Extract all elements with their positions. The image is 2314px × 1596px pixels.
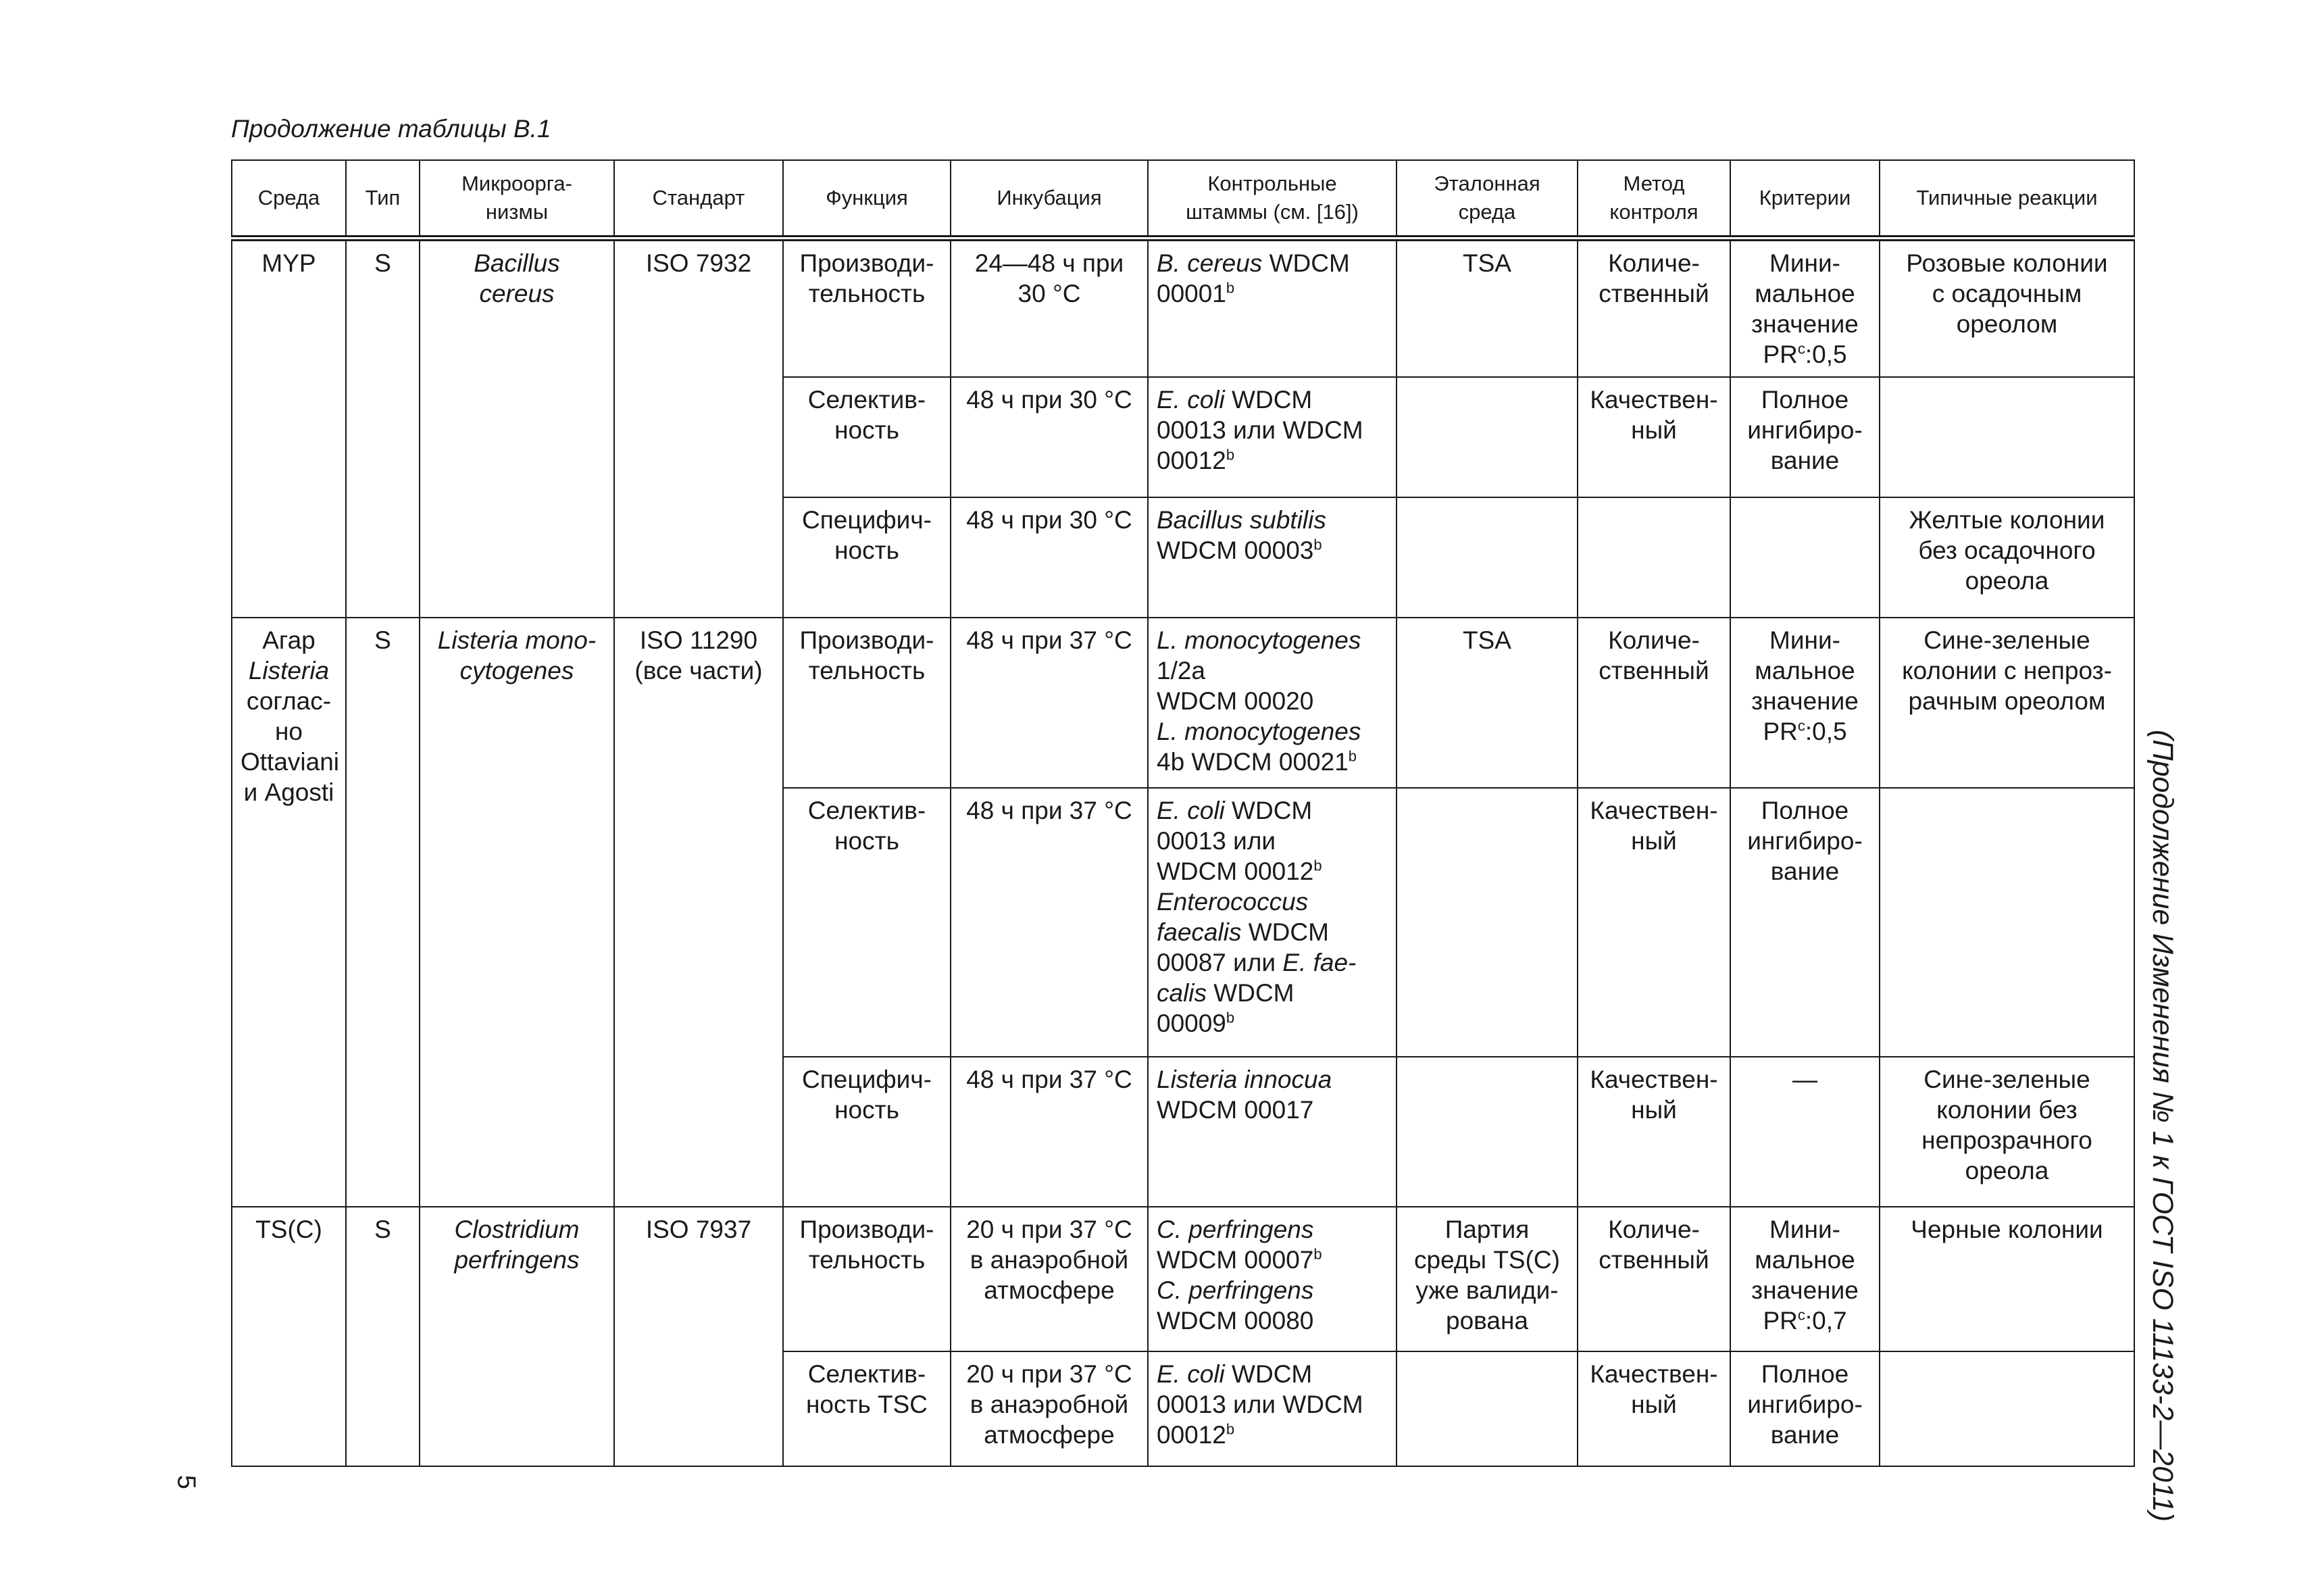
cell-method: Количе- ственный bbox=[1578, 618, 1730, 788]
cell-criteria: Мини- мальное значение $PR^c:0,5$ bbox=[1730, 618, 1880, 788]
cell-type: S bbox=[346, 1207, 420, 1466]
cell-standard: ISO 7932 bbox=[614, 239, 783, 618]
column-header: Микроорга- низмы bbox=[420, 160, 614, 239]
cell-type: S bbox=[346, 239, 420, 618]
cell-reactions: Сине-зеленые колонии с непроз- рачным ореолом bbox=[1880, 618, 2134, 788]
column-header: Метод контроля bbox=[1578, 160, 1730, 239]
cell-medium: TS(C) bbox=[232, 1207, 346, 1466]
cell-reference-medium bbox=[1397, 497, 1578, 618]
cell-incubation: 48 ч при 37 °C bbox=[951, 788, 1148, 1057]
column-header: Тип bbox=[346, 160, 420, 239]
header-row bbox=[232, 160, 2134, 239]
cell-criteria: Полное ингибиро- вание bbox=[1730, 377, 1880, 497]
cell-medium: MYP bbox=[232, 239, 346, 618]
table-row bbox=[232, 618, 2134, 788]
cell-reference-medium bbox=[1397, 1057, 1578, 1207]
side-note-text: (Продолжение Изменения № 1 к ГОСТ ISO 11133-2—2011) bbox=[2146, 730, 2179, 1522]
cell-method: Качествен- ный bbox=[1578, 1351, 1730, 1466]
cell-criteria: Мини- мальное значение $PR^c:0,5$ bbox=[1730, 239, 1880, 378]
cell-criteria bbox=[1730, 497, 1880, 618]
cell-criteria: Полное ингибиро- вание bbox=[1730, 1351, 1880, 1466]
column-header: Функция bbox=[783, 160, 951, 239]
cell-reactions: Желтые колонии без осадочного ореола bbox=[1880, 497, 2134, 618]
data-table bbox=[231, 159, 2135, 1467]
cell-incubation: 48 ч при 30 °C bbox=[951, 377, 1148, 497]
cell-reference-medium bbox=[1397, 788, 1578, 1057]
cell-strains: B. cereus WDCM 00001$^b$ bbox=[1148, 239, 1397, 378]
cell-organism: Listeria mono- cytogenes bbox=[420, 618, 614, 1207]
cell-function: Селектив- ность TSC bbox=[783, 1351, 951, 1466]
cell-reactions: Розовые колонии с осадочным ореолом bbox=[1880, 239, 2134, 378]
cell-criteria: — bbox=[1730, 1057, 1880, 1207]
table-row bbox=[232, 239, 2134, 378]
cell-incubation: 48 ч при 37 °C bbox=[951, 618, 1148, 788]
cell-medium: Агар Listeria соглас- но Ottaviani и Agosti bbox=[232, 618, 346, 1207]
cell-strains: E. coli WDCM 00013 или WDCM 00012$^b$ Enterococcus faecalis WDCM 00087 или E. fae- calis WDCM 00009$^b$ bbox=[1148, 788, 1397, 1057]
cell-reference-medium: TSA bbox=[1397, 618, 1578, 788]
cell-organism: Bacillus cereus bbox=[420, 239, 614, 618]
cell-function: Селектив- ность bbox=[783, 377, 951, 497]
cell-reference-medium: TSA bbox=[1397, 239, 1578, 378]
cell-reactions bbox=[1880, 1351, 2134, 1466]
cell-reactions bbox=[1880, 377, 2134, 497]
cell-strains: C. perfringens WDCM 00007$^b$ C. perfringens WDCM 00080 bbox=[1148, 1207, 1397, 1351]
column-header: Инкубация bbox=[951, 160, 1148, 239]
cell-reactions: Сине-зеленые колонии без непрозрачного ореола bbox=[1880, 1057, 2134, 1207]
cell-standard: ISO 11290 (все части) bbox=[614, 618, 783, 1207]
column-header: Критерии bbox=[1730, 160, 1880, 239]
cell-function: Селектив- ность bbox=[783, 788, 951, 1057]
cell-function: Специфич- ность bbox=[783, 497, 951, 618]
cell-strains: Listeria innocua WDCM 00017 bbox=[1148, 1057, 1397, 1207]
cell-method: Качествен- ный bbox=[1578, 788, 1730, 1057]
cell-function: Производи- тельность bbox=[783, 618, 951, 788]
side-note bbox=[2146, 730, 2226, 1522]
cell-reactions bbox=[1880, 788, 2134, 1057]
cell-incubation: 20 ч при 37 °C в анаэробной атмосфере bbox=[951, 1207, 1148, 1351]
cell-function: Специфич- ность bbox=[783, 1057, 951, 1207]
cell-method: Качествен- ный bbox=[1578, 377, 1730, 497]
page-number: 5 bbox=[172, 1474, 201, 1490]
table-row bbox=[232, 1207, 2134, 1351]
cell-method: Количе- ственный bbox=[1578, 1207, 1730, 1351]
cell-strains: L. monocytogenes 1/2a WDCM 00020 L. monocytogenes 4b WDCM 00021$^b$ bbox=[1148, 618, 1397, 788]
cell-criteria: Мини- мальное значение $PR^c:0,7$ bbox=[1730, 1207, 1880, 1351]
column-header: Эталонная среда bbox=[1397, 160, 1578, 239]
cell-strains: E. coli WDCM 00013 или WDCM 00012$^b$ bbox=[1148, 1351, 1397, 1466]
cell-incubation: 24—48 ч при 30 °C bbox=[951, 239, 1148, 378]
cell-incubation: 20 ч при 37 °C в анаэробной атмосфере bbox=[951, 1351, 1148, 1466]
cell-method: Количе- ственный bbox=[1578, 239, 1730, 378]
column-header: Типичные реакции bbox=[1880, 160, 2134, 239]
column-header: Контрольные штаммы (см. [16]) bbox=[1148, 160, 1397, 239]
cell-criteria: Полное ингибиро- вание bbox=[1730, 788, 1880, 1057]
cell-reference-medium bbox=[1397, 377, 1578, 497]
cell-type: S bbox=[346, 618, 420, 1207]
cell-method: Качествен- ный bbox=[1578, 1057, 1730, 1207]
cell-reactions: Черные колонии bbox=[1880, 1207, 2134, 1351]
column-header: Стандарт bbox=[614, 160, 783, 239]
cell-function: Производи- тельность bbox=[783, 1207, 951, 1351]
cell-strains: E. coli WDCM 00013 или WDCM 00012$^b$ bbox=[1148, 377, 1397, 497]
cell-function: Производи- тельность bbox=[783, 239, 951, 378]
cell-method bbox=[1578, 497, 1730, 618]
column-header: Среда bbox=[232, 160, 346, 239]
cell-reference-medium: Партия среды TS(C) уже валиди- рована bbox=[1397, 1207, 1578, 1351]
cell-incubation: 48 ч при 30 °C bbox=[951, 497, 1148, 618]
cell-reference-medium bbox=[1397, 1351, 1578, 1466]
cell-incubation: 48 ч при 37 °C bbox=[951, 1057, 1148, 1207]
table-body bbox=[232, 239, 2134, 1467]
cell-strains: Bacillus subtilis WDCM 00003$^b$ bbox=[1148, 497, 1397, 618]
table-caption: Продолжение таблицы В.1 bbox=[231, 115, 551, 143]
cell-standard: ISO 7937 bbox=[614, 1207, 783, 1466]
cell-organism: Clostridium perfringens bbox=[420, 1207, 614, 1466]
